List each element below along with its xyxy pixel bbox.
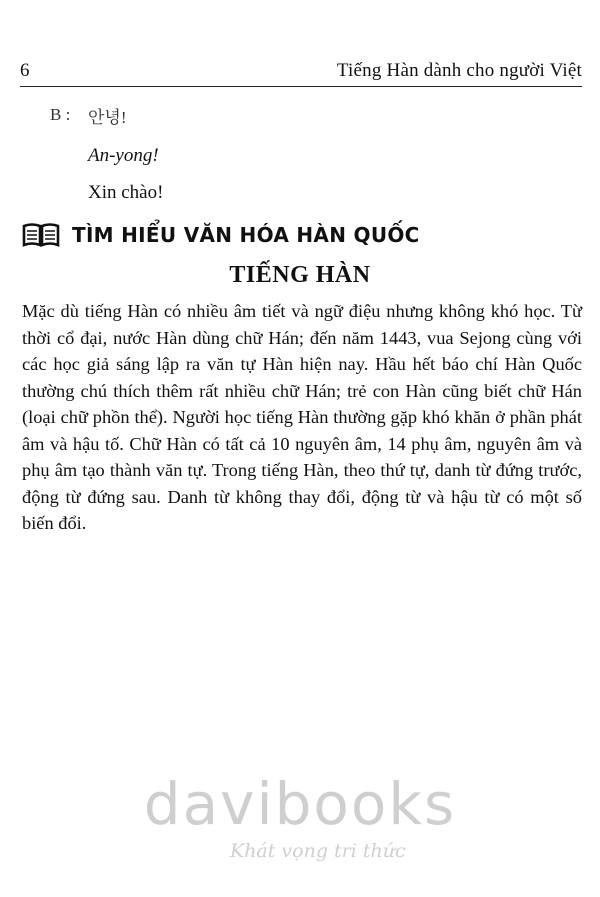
dialog-romanization: An-yong!	[88, 145, 159, 166]
running-title: Tiếng Hàn dành cho người Việt	[336, 60, 582, 81]
article-title: TIẾNG HÀN	[229, 262, 371, 288]
page-number: 6	[20, 60, 30, 81]
dialog-translation: Xin chào!	[88, 182, 164, 203]
dialog-korean-line: 안녕!	[88, 108, 127, 127]
section-heading	[22, 222, 420, 248]
watermark-tagline: Khát vọng tri thức	[230, 840, 406, 862]
section-title: TÌM HIỂU VĂN HÓA HÀN QUỐC	[72, 223, 420, 247]
page-header	[20, 60, 582, 87]
watermark-logo: davibooks	[143, 770, 457, 838]
open-book-icon	[22, 222, 60, 248]
article-body: Mặc dù tiếng Hàn có nhiều âm tiết và ngữ điệu nhưng không khó học. Từ thời cổ đại, nước Hàn dùng chữ Hán; đến năm 1443, vua Sejong cùng với các học giả sáng lập ra văn tự Hàn hiện nay. Hầu hết báo chí Hàn Quốc thường chú thích thêm rất nhiều chữ Hán; trẻ con Hàn cũng biết chữ Hán (loại chữ phồn thể). Người học tiếng Hàn thường gặp khó khăn ở phần phát âm và hậu tố. Chữ Hàn có tất cả 10 nguyên âm, 14 phụ âm, nguyên âm và phụ âm tạo thành văn tự. Trong tiếng Hàn, theo thứ tự, danh từ đứng trước, động từ đứng sau. Danh từ không thay đổi, động từ và hậu từ có một số biến đổi.	[22, 301, 582, 533]
dialog-speaker: B :	[50, 105, 71, 124]
